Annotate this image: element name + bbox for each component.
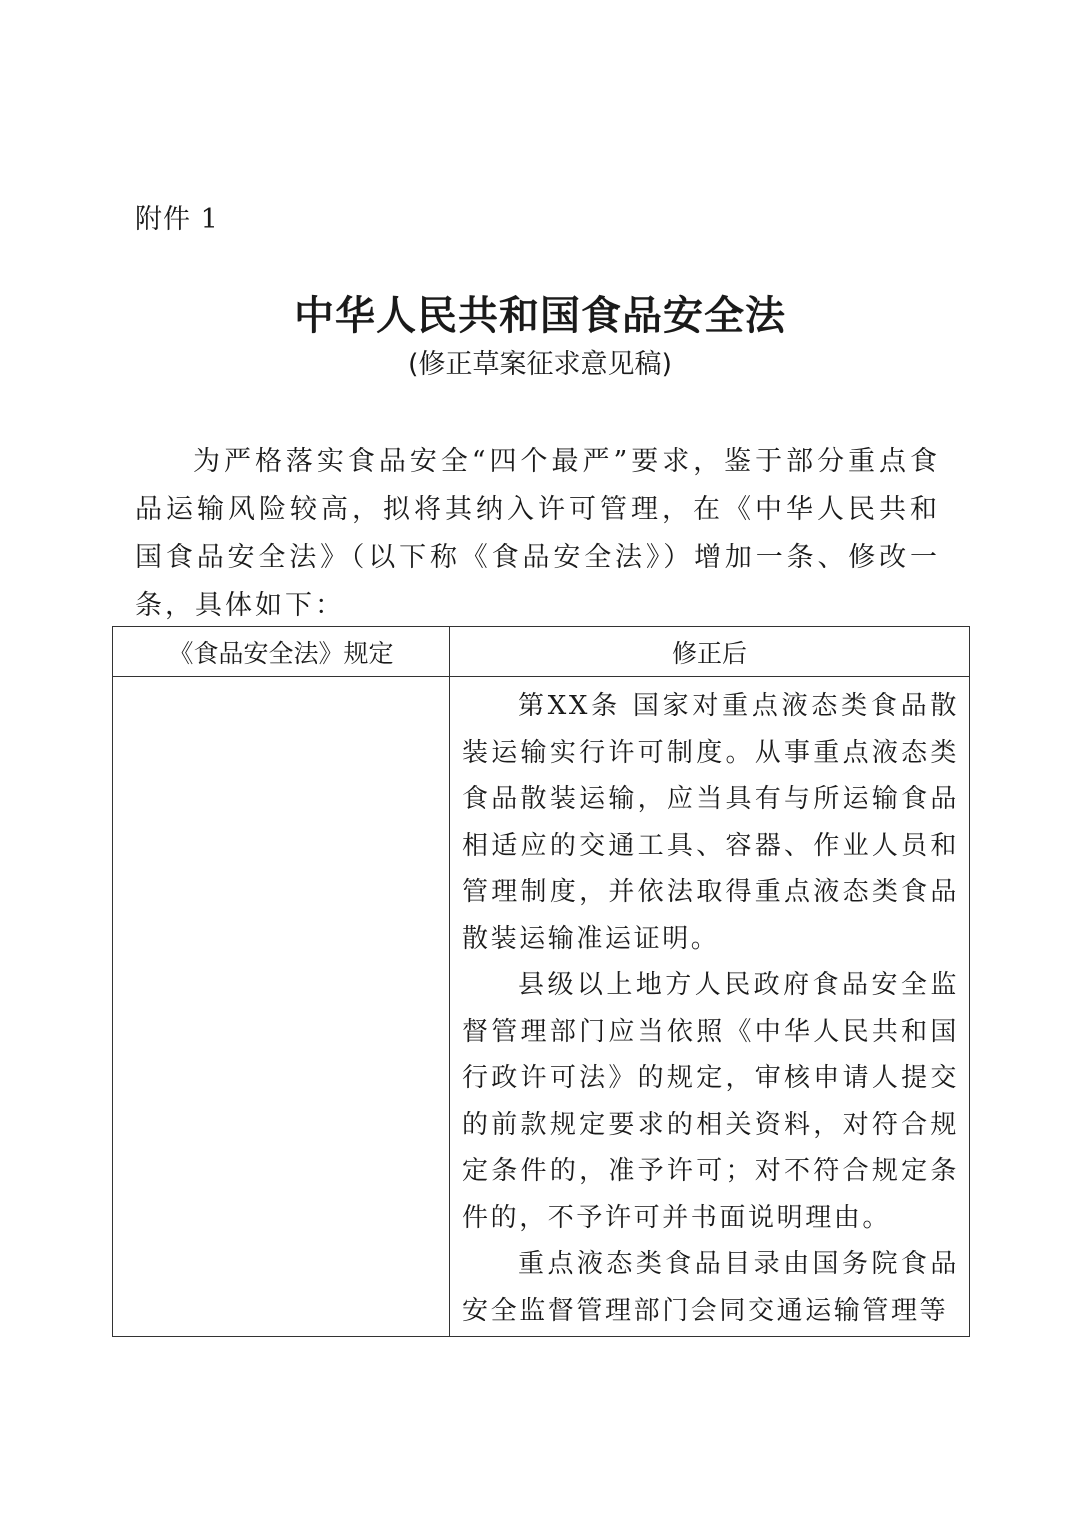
intro-paragraph: 为严格落实食品安全“四个最严”要求，鉴于部分重点食品运输风险较高，拟将其纳入许可管理，在《中华人民共和国食品安全法》（以下称《食品安全法》）增加一条、修改一条，具体如下： xyxy=(135,446,940,621)
attachment-label: 附件 1 xyxy=(135,204,219,235)
header-revised: 修正后 xyxy=(450,627,970,677)
revised-paragraph: 第XX条 国家对重点液态类食品散装运输实行许可制度。从事重点液态类食品散装运输，应当具有与所运输食品相适应的交通工具、容器、作业人员和管理制度，并依法取得重点液态类食品散装运输准运证明。 xyxy=(462,691,959,954)
header-original-law: 《食品安全法》规定 xyxy=(113,627,450,677)
original-law-text xyxy=(113,677,449,683)
revised-paragraph: 重点液态类食品目录由国务院食品安全监督管理部门会同交通运输管理等 xyxy=(462,1249,959,1326)
cell-revised xyxy=(450,677,970,1337)
table-header-row xyxy=(113,627,970,677)
cell-original-law xyxy=(113,677,450,1337)
table-row xyxy=(113,677,970,1337)
document-subtitle: (修正草案征求意见稿) xyxy=(407,349,673,380)
revised-paragraph: 县级以上地方人民政府食品安全监督管理部门应当依照《中华人民共和国行政许可法》的规定，审核申请人提交的前款规定要求的相关资料，对符合规定条件的，准予许可；对不符合规定条件的，不予许可并书面说明理由。 xyxy=(462,970,959,1233)
document-title: 中华人民共和国食品安全法 xyxy=(294,292,786,339)
comparison-table xyxy=(112,626,970,1337)
